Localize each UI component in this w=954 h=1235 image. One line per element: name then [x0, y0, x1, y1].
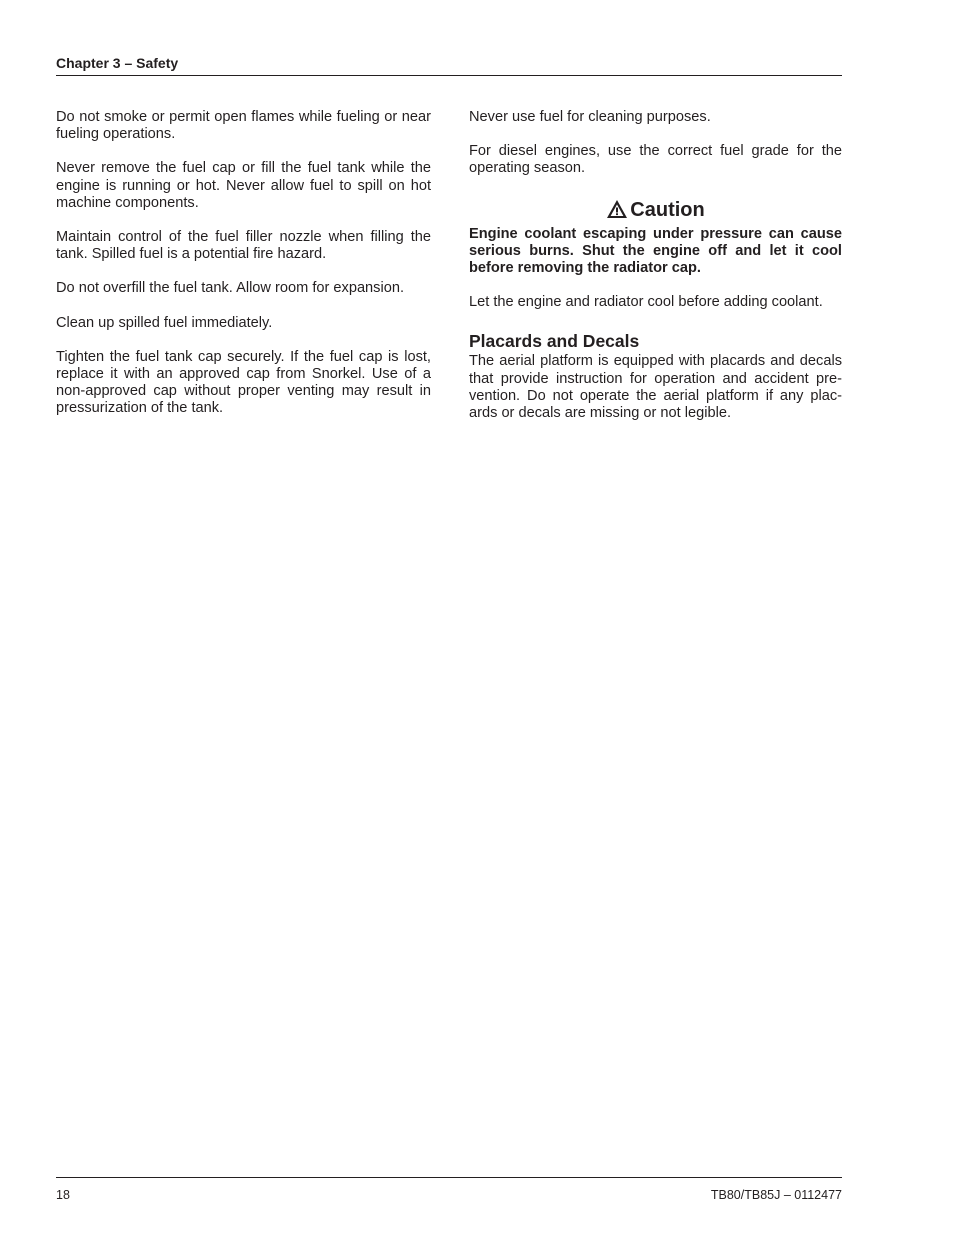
document-id: TB80/TB85J – 0112477	[710, 1188, 842, 1202]
paragraph: Never use fuel for cleaning purposes.	[469, 109, 711, 125]
paragraph: Do not smoke or permit open flames while fueling or near fueling operations.	[56, 109, 431, 143]
paragraph: Clean up spilled fuel immediately.	[56, 314, 273, 331]
paragraph: Tighten the fuel tank cap securely. If the fuel cap is lost, replace it with an approved cap from Snorkel. Use of a non-approved cap without proper venting may result in pressurization of the tank.	[56, 348, 431, 417]
page-number: 18	[56, 1188, 70, 1202]
left-column	[56, 109, 431, 435]
paragraph: For diesel engines, use the correct fuel grade for the operating season.	[469, 143, 842, 177]
caution-heading	[469, 198, 842, 222]
paragraph: Never remove the fuel cap or fill the fuel tank while the engine is running or hot. Never allow fuel to spill on hot machine components.	[56, 160, 431, 211]
caution-text: Engine coolant escaping under pressure can cause serious burns. Shut the engine off and let it cool before removing the radiator cap.	[469, 225, 842, 277]
paragraph: Do not overfill the fuel tank. Allow room for expansion.	[56, 280, 404, 297]
warning-triangle-icon	[606, 199, 628, 219]
caution-label: Caution	[630, 198, 705, 221]
paragraph: Maintain control of the fuel filler nozzle when filling the tank. Spilled fuel is a potential fire hazard.	[56, 229, 431, 263]
paragraph: The aerial platform is equipped with placards and decals that provide instruction for operation and accident pre-vention. Do not operate the aerial platform if any plac-ards or decals are missing or not legible.	[469, 353, 842, 422]
paragraph: Let the engine and radiator cool before adding coolant.	[469, 294, 823, 311]
chapter-title: Chapter 3 – Safety	[56, 55, 179, 71]
header-divider	[56, 75, 842, 76]
right-column	[469, 109, 842, 439]
footer-divider	[56, 1177, 842, 1178]
section-heading: Placards and Decals	[469, 331, 640, 352]
